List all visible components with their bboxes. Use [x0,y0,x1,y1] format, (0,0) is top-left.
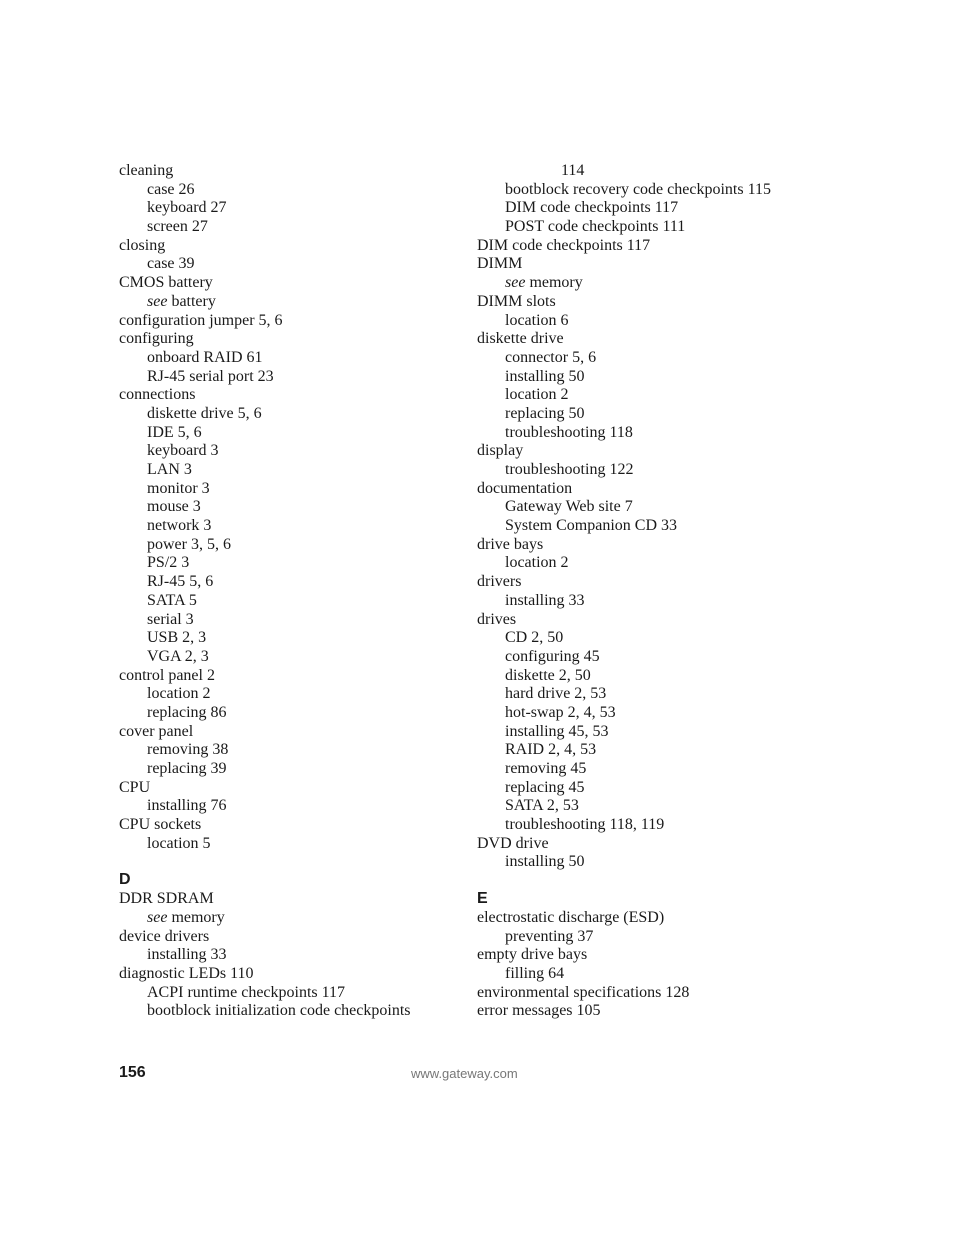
index-subentry: power 3, 5, 6 [147,535,231,553]
index-entry: CPU [119,778,151,796]
index-entry: environmental specifications 128 [477,983,690,1001]
index-entry: error messages 105 [477,1002,601,1020]
index-subentry [119,909,464,928]
see-reference-label: see [505,274,526,292]
index-subentry: replacing 86 [147,703,227,721]
index-column-left [119,162,464,1021]
index-entry: configuration jumper 5, 6 [119,311,283,329]
index-entry: control panel 2 [119,666,215,684]
index-entry: DVD drive [477,834,549,852]
index-entry: DIMM slots [477,292,556,310]
index-subentry: IDE 5, 6 [147,423,202,441]
index-subentry: onboard RAID 61 [147,348,263,366]
index-subentry: SATA 5 [147,591,197,609]
index-entry: DIMM [477,255,523,273]
index-subentry: diskette 2, 50 [505,666,591,684]
see-reference-target: battery [167,292,216,310]
index-subentry: VGA 2, 3 [147,647,209,665]
index-subentry: location 2 [505,386,569,404]
index-subentry: System Companion CD 33 [505,517,678,535]
index-subentry: CD 2, 50 [505,629,564,647]
index-column-right [477,162,822,1021]
index-subentry: RJ-45 5, 6 [147,573,214,591]
index-subentry: ACPI runtime checkpoints 117 [147,983,346,1001]
index-entry: closing [119,236,166,254]
index-subentry: location 6 [505,311,569,329]
index-subentry: configuring 45 [505,647,600,665]
index-entry: diagnostic LEDs 110 [119,964,254,982]
index-subentry: case 26 [147,180,195,198]
index-subentry: troubleshooting 118, 119 [505,816,665,834]
index-entry: device drivers [119,927,210,945]
index-continuation: 114 [561,162,585,179]
index-subentry: location 5 [147,834,211,852]
index-subentry: hard drive 2, 53 [505,685,607,703]
index-subentry: bootblock initialization code checkpoints [147,1002,411,1020]
index-subentry: case 39 [147,255,195,273]
index-subentry: replacing 50 [505,404,585,422]
index-entry: empty drive bays [477,946,588,964]
index-subentry: replacing 45 [505,778,585,796]
index-subentry: removing 38 [147,741,229,759]
index-entry: display [477,442,524,460]
index-entry: documentation [477,479,573,497]
index-subentry [119,293,464,312]
index-subentry: USB 2, 3 [147,629,207,647]
index-subentry: keyboard 27 [147,199,227,217]
see-reference-target: memory [525,274,583,292]
index-subentry: replacing 39 [147,760,227,777]
index-entry: DIM code checkpoints 117 [477,236,651,254]
index-entry: DDR SDRAM [119,890,214,908]
index-subentry: removing 45 [505,760,587,777]
index-subentry: LAN 3 [147,461,192,478]
index-subentry: SATA 2, 53 [505,797,579,815]
see-reference-target: memory [167,908,225,926]
index-entry: cover panel [119,722,194,740]
index-subentry: diskette drive 5, 6 [147,404,262,422]
index-entry: CMOS battery [119,274,213,292]
index-subentry: keyboard 3 [147,442,219,460]
index-subentry: location 2 [147,685,211,703]
see-reference-label: see [147,908,168,926]
index-subentry: installing 50 [505,853,585,871]
index-subentry: location 2 [505,554,569,572]
page-number: 156 [119,1064,146,1081]
see-reference-label: see [147,292,168,310]
index-section-letter: E [477,890,488,908]
index-entry: drivers [477,573,522,591]
index-subentry [477,274,822,293]
index-section-letter: D [119,871,131,889]
index-subentry: preventing 37 [505,927,594,945]
index-subentry: installing 76 [147,797,227,815]
index-subentry: POST code checkpoints 111 [505,218,686,236]
index-subentry: installing 33 [505,591,585,609]
index-entry: diskette drive [477,330,564,348]
index-subentry: bootblock recovery code checkpoints 115 [505,180,771,198]
index-subentry: monitor 3 [147,479,210,497]
index-subentry: network 3 [147,517,212,535]
index-subentry: troubleshooting 118 [505,423,633,441]
index-subentry: installing 50 [505,367,585,385]
index-entry: CPU sockets [119,816,202,834]
index-subentry: PS/2 3 [147,554,190,572]
index-subentry: Gateway Web site 7 [505,498,633,516]
index-entry: electrostatic discharge (ESD) [477,908,665,926]
index-entry: connections [119,386,196,404]
index-entry: configuring [119,330,194,348]
index-entry: drives [477,610,517,628]
index-subentry: DIM code checkpoints 117 [505,199,679,217]
index-entry: drive bays [477,535,544,553]
index-subentry: serial 3 [147,610,194,628]
index-subentry: hot-swap 2, 4, 53 [505,703,616,721]
index-subentry: installing 45, 53 [505,722,609,740]
index-subentry: troubleshooting 122 [505,461,634,478]
index-subentry: RJ-45 serial port 23 [147,367,274,385]
index-subentry: screen 27 [147,218,208,236]
index-subentry: filling 64 [505,964,565,982]
footer-website: www.gateway.com [411,1066,518,1081]
index-subentry: mouse 3 [147,498,201,516]
index-subentry: connector 5, 6 [505,348,597,366]
index-entry: cleaning [119,162,174,179]
index-subentry: RAID 2, 4, 53 [505,741,597,759]
index-subentry: installing 33 [147,946,227,964]
